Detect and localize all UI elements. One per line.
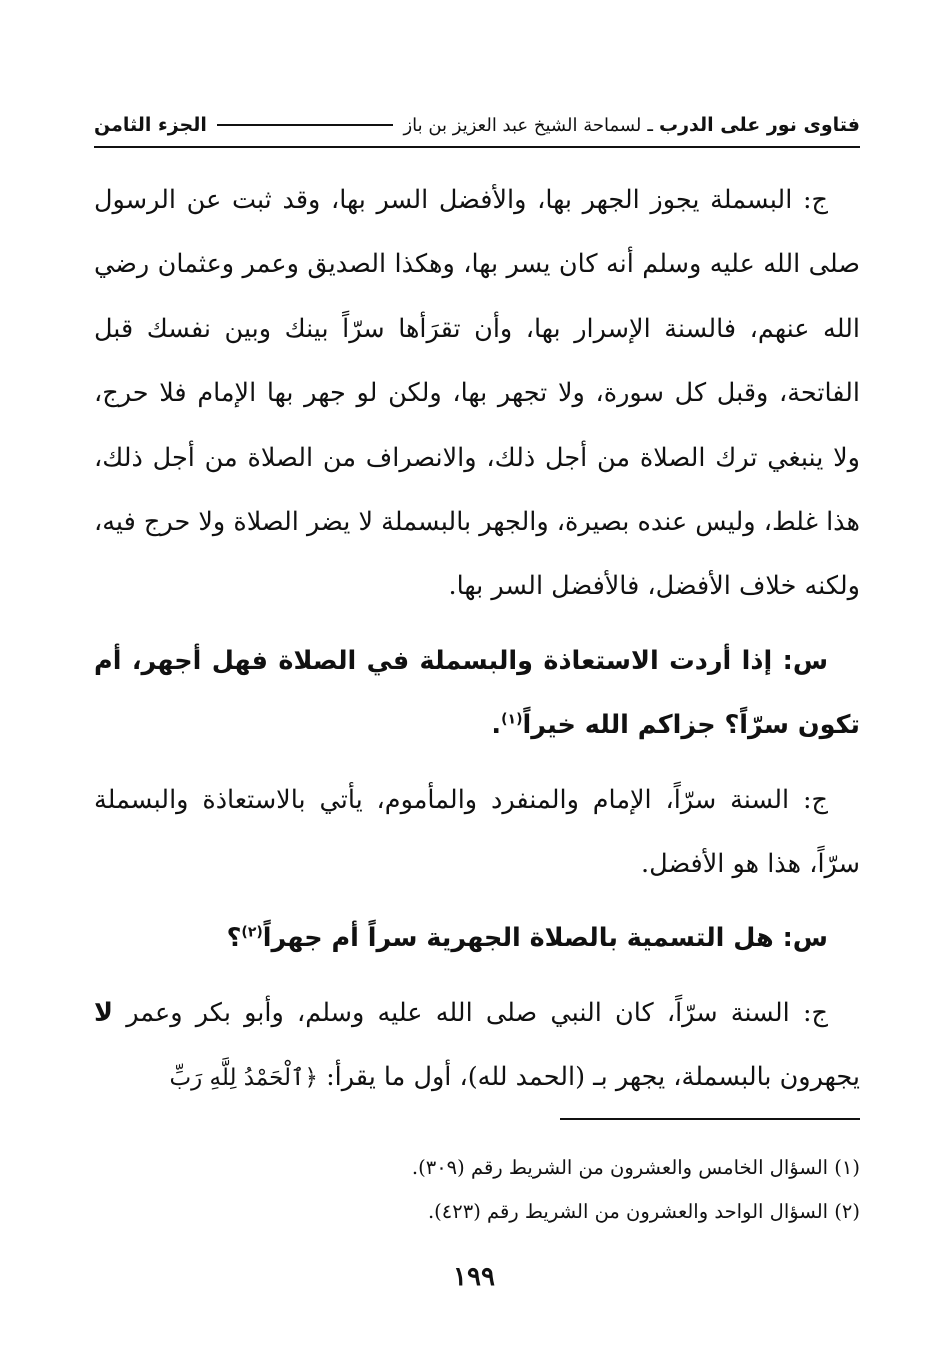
book-title: فتاوى نور على الدرب	[659, 114, 860, 136]
question-paragraph	[94, 629, 860, 758]
footnotes	[94, 1146, 860, 1234]
answer-paragraph: ج: السنة سرّاً، الإمام والمنفرد والمأموم، يأتي بالاستعاذة والبسملة سرّاً، هذا هو الأفضل.	[94, 784, 860, 880]
author-line: لسماحة الشيخ عبد العزيز بن باز	[403, 114, 642, 136]
answer-text-continued: يجهرون بالبسملة، يجهر بـ (الحمد لله)، أول ما يقرأ:	[326, 1062, 860, 1093]
footnote: (٢) السؤال الواحد والعشرون من الشريط رقم (٤٢٣).	[427, 1200, 860, 1223]
answer-paragraph: ج: البسملة يجوز الجهر بها، والأفضل السر بها، وقد ثبت عن الرسول صلى الله عليه وسلم أنه كان يسر بها، وهكذا الصديق وعمر وعثمان رضي الله عنهم، فالسنة الإسرار بها، وأن تقرَأها سرّاً بينك وبين نفسك قبل الفاتحة، وقبل كل سورة، ولا تجهر بها، ولكن لو جهر بها الإمام فلا حرج، ولا ينبغي ترك الصلاة من أجل ذلك، والانصراف من الصلاة من أجل ذلك، هذا غلط، وليس عنده بصيرة، والجهر بالبسملة لا يضر الصلاة ولا حرج فيه، ولكنه خلاف الأفضل، فالأفضل السر بها.	[94, 185, 860, 602]
answer-text: ج: السنة سرّاً، كان النبي صلى الله عليه وسلم، وأبو بكر وعمر	[126, 997, 828, 1028]
page-number: ١٩٩	[453, 1262, 495, 1292]
answer-paragraph	[94, 981, 860, 1111]
footnote-ref: (١)	[501, 711, 523, 728]
answer-bold-word: لا	[94, 997, 113, 1028]
header-separator: ـ	[647, 114, 653, 136]
question-paragraph	[94, 906, 860, 970]
running-header	[94, 104, 860, 148]
question-text: س: إذا أردت الاستعاذة والبسملة في الصلاة فهل أجهر، أم تكون سرّاً؟ جزاكم الله خيراً	[94, 645, 860, 741]
header-rule	[217, 124, 394, 126]
main-text	[94, 168, 860, 1121]
question-end: .	[491, 710, 502, 741]
question-end: ؟	[226, 923, 242, 954]
footnote: (١) السؤال الخامس والعشرون من الشريط رقم (٣٠٩).	[411, 1156, 860, 1179]
question-text: س: هل التسمية بالصلاة الجهرية سراً أم جهراً	[262, 923, 828, 954]
quran-quote: ﴿ٱلْحَمْدُ لِلَّهِ رَبِّ	[169, 1065, 318, 1092]
volume-label: الجزء الثامن	[94, 114, 207, 136]
footnote-rule	[560, 1118, 860, 1120]
footnote-ref: (٢)	[241, 924, 263, 941]
